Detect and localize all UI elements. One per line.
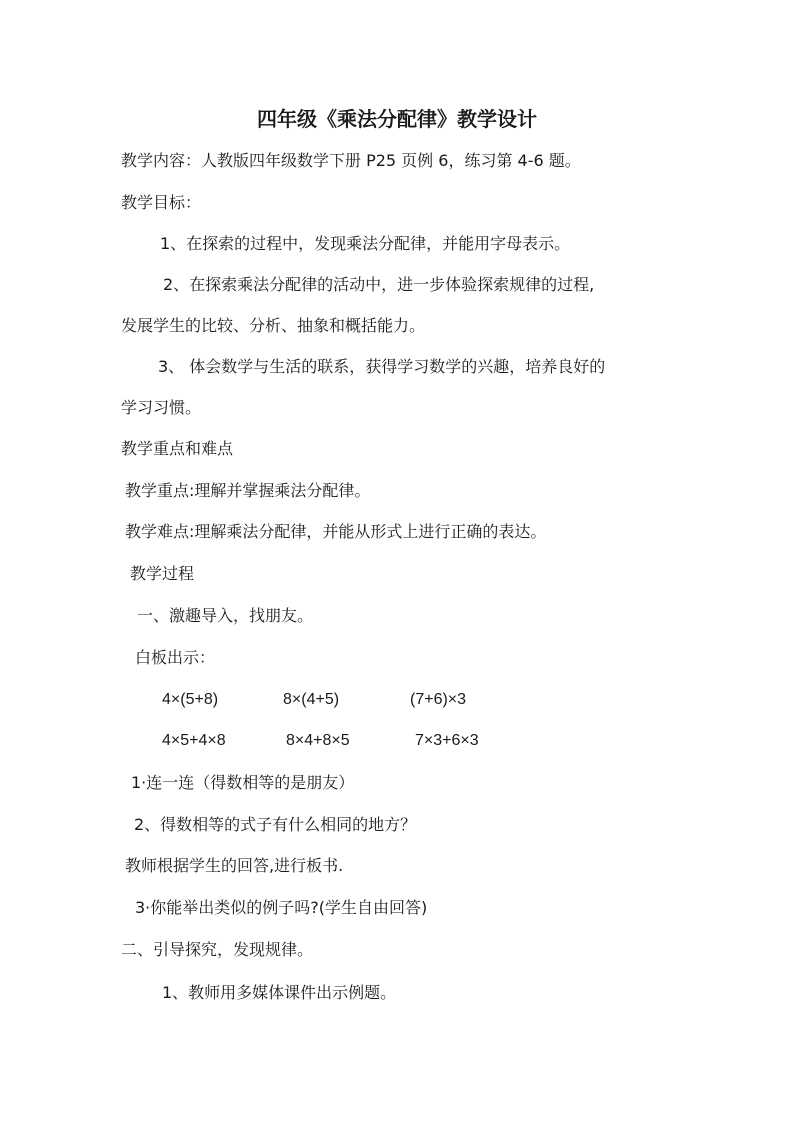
expression: 8×4+8×5 bbox=[286, 732, 350, 749]
key-points-heading: 教学重点和难点 bbox=[121, 439, 234, 458]
objective-2-line-2: 发展学生的比较、分析、抽象和概括能力。 bbox=[121, 316, 426, 335]
section-2-step-1: 1、教师用多媒体课件出示例题。 bbox=[162, 983, 397, 1002]
teacher-note: 教师根据学生的回答,进行板书. bbox=[125, 856, 344, 875]
objective-1: 1、在探索的过程中，发现乘法分配律，并能用字母表示。 bbox=[160, 234, 571, 253]
step-2: 2、得数相等的式子有什么相同的地方？ bbox=[134, 815, 417, 834]
expression: 4×5+4×8 bbox=[162, 732, 226, 749]
step-1: 1·连一连（得数相等的是朋友） bbox=[131, 773, 355, 792]
document-title: 四年级《乘法分配律》教学设计 bbox=[257, 107, 537, 131]
difficult-point: 教学难点:理解乘法分配律，并能从形式上进行正确的表达。 bbox=[125, 522, 547, 541]
process-heading: 教学过程 bbox=[130, 564, 195, 583]
expression: (7+6)×3 bbox=[410, 691, 467, 708]
objectives-heading: 教学目标： bbox=[121, 193, 202, 212]
objective-3-line-2: 学习习惯。 bbox=[121, 398, 202, 417]
section-1-heading: 一、激趣导入，找朋友。 bbox=[137, 606, 314, 625]
board-show-label: 白板出示： bbox=[135, 648, 216, 667]
expression: 4×(5+8) bbox=[162, 691, 219, 708]
objective-2-line-1: 2、在探索乘法分配律的活动中，进一步体验探索规律的过程, bbox=[163, 275, 595, 294]
key-point: 教学重点:理解并掌握乘法分配律。 bbox=[125, 481, 371, 500]
expression: 7×3+6×3 bbox=[415, 732, 479, 749]
expression: 8×(4+5) bbox=[283, 691, 340, 708]
section-2-heading: 二、引导探究，发现规律。 bbox=[121, 940, 314, 959]
step-3: 3·你能举出类似的例子吗?(学生自由回答) bbox=[135, 898, 428, 917]
teaching-content-line: 教学内容：人教版四年级数学下册 P25 页例 6，练习第 4-6 题。 bbox=[121, 151, 581, 170]
objective-3-line-1: 3、 体会数学与生活的联系，获得学习数学的兴趣，培养良好的 bbox=[158, 357, 606, 376]
